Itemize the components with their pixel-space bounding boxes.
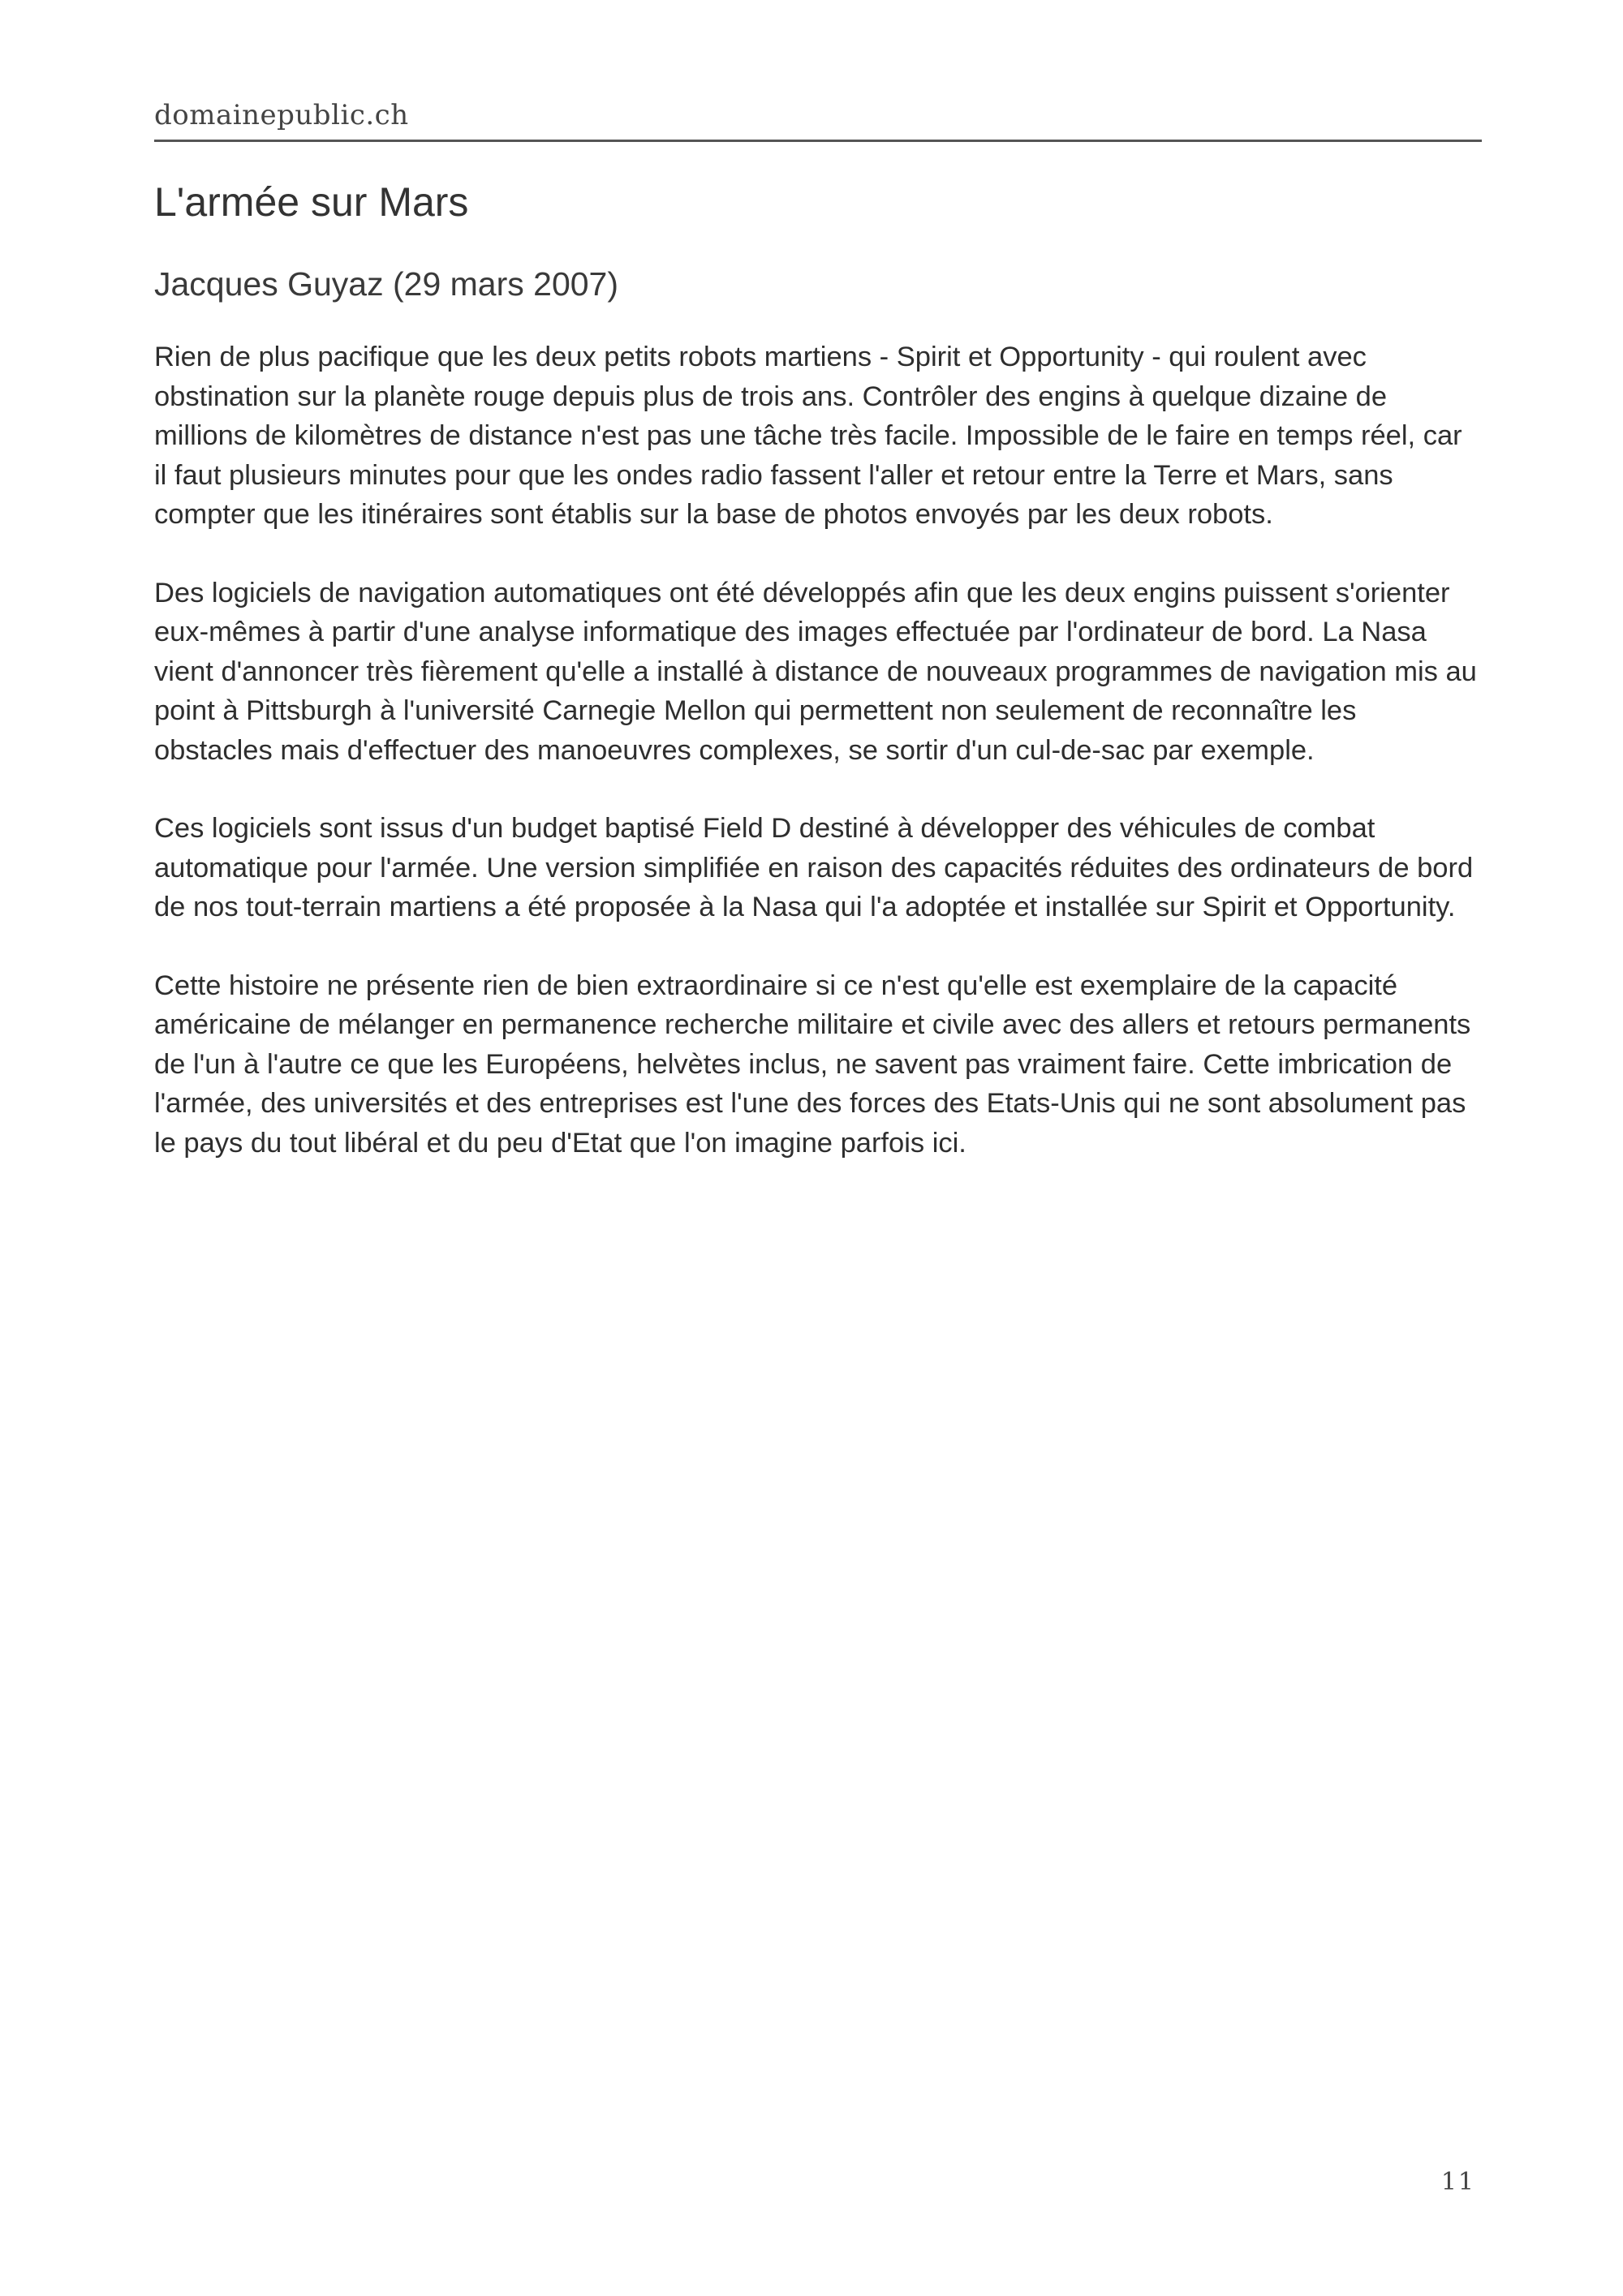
article-paragraph: Cette histoire ne présente rien de bien extraordinaire si ce n'est qu'elle est exemplaire de la capacité américaine de mélanger en permanence recherche militaire et civile avec des allers et retours permanents de l'un à l'autre ce que les Européens, helvètes inclus, ne savent pas vraiment faire. Cette imbrication de l'armée, des universités et des entreprises est l'une des forces des Etats-Unis qui ne sont absolument pas le pays du tout libéral et du peu d'Etat que l'on imagine parfois ici. <box>154 970 1471 1159</box>
article-paragraph: Des logiciels de navigation automatiques ont été développés afin que les deux engins puissent s'orienter eux-mêmes à partir d'une analyse informatique des images effectuée par l'ordinateur de bord. La Nasa vient d'annoncer très fièrement qu'elle a installé à distance de nouveaux programmes de navigation mis au point à Pittsburgh à l'université Carnegie Mellon qui permettent non seulement de reconnaître les obstacles mais d'effectuer des manoeuvres complexes, se sortir d'un cul-de-sac par exemple. <box>154 577 1477 766</box>
article-paragraph: Rien de plus pacifique que les deux petits robots martiens - Spirit et Opportunity - qui roulent avec obstination sur la planète rouge depuis plus de trois ans. Contrôler des engins à quelque dizaine de millions de kilomètres de distance n'est pas une tâche très facile. Impossible de le faire en temps réel, car il faut plusieurs minutes pour que les ondes radio fassent l'aller et retour entre la Terre et Mars, sans compter que les itinéraires sont établis sur la base de photos envoyés par les deux robots. <box>154 342 1462 530</box>
page-number: 11 <box>1440 2168 1475 2196</box>
article-title: L'armée sur Mars <box>154 179 469 225</box>
article-byline: Jacques Guyaz (29 mars 2007) <box>154 265 618 303</box>
page-header <box>154 99 1482 142</box>
article <box>154 177 1482 1163</box>
site-name: domainepublic.ch <box>154 99 409 131</box>
article-paragraph: Ces logiciels sont issus d'un budget baptisé Field D destiné à développer des véhicules de combat automatique pour l'armée. Une version simplifiée en raison des capacités réduites des ordinateurs de bord de nos tout-terrain martiens a été proposée à la Nasa qui l'a adoptée et installée sur Spirit et Opportunity. <box>154 813 1474 922</box>
